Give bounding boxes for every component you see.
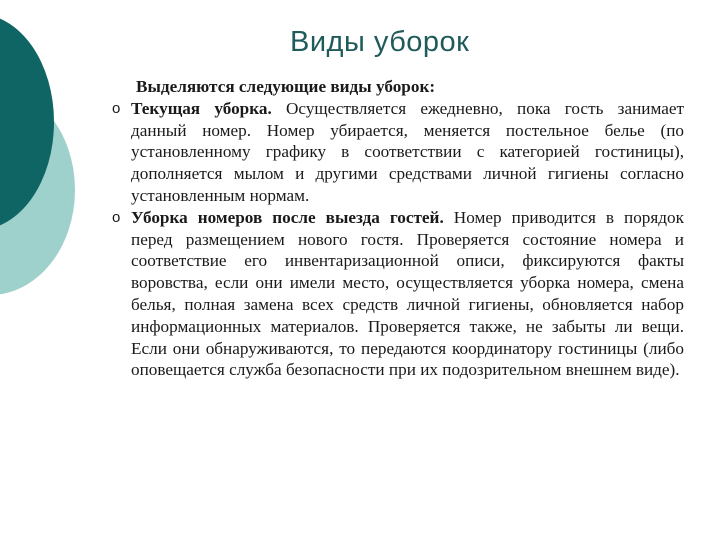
list-item-current-cleaning <box>110 98 684 207</box>
cleaning-types-list <box>110 98 684 381</box>
item-text: Осуществляется ежедневно, пока гость занимает данный номер. Номер убирается, меняется постельное белье (по установленному графику в соответствии с категорией гостиницы), дополняется мылом и другими средствами личной гигиены согласно установленным нормам. <box>131 98 684 205</box>
slide-title: Виды уборок <box>290 26 470 58</box>
decorative-circles <box>0 0 120 300</box>
bullet-circle-icon: o <box>112 208 121 226</box>
item-term: Уборка номеров после выезда гостей. <box>131 207 444 227</box>
list-item-checkout-cleaning <box>110 207 684 381</box>
intro-heading: Выделяются следующие виды уборок: <box>136 77 436 96</box>
slide-body <box>110 76 684 381</box>
item-term: Текущая уборка. <box>131 98 272 118</box>
item-text: Номер приводится в порядок перед размещением нового гостя. Проверяется состояние номера и соответствие его инвентаризационной описи, фиксируются факты воровства, если они имели место, осуществляется уборка номера, смена белья, полная замена всех средств личной гигиены, обновляется набор информационных материалов. Проверяется также, не забыты ли вещи. Если они обнаруживаются, то передаются координатору гостиницы (либо оповещается служба безопасности при их подозрительном внешнем виде). <box>131 207 684 380</box>
bullet-circle-icon: o <box>112 99 121 117</box>
